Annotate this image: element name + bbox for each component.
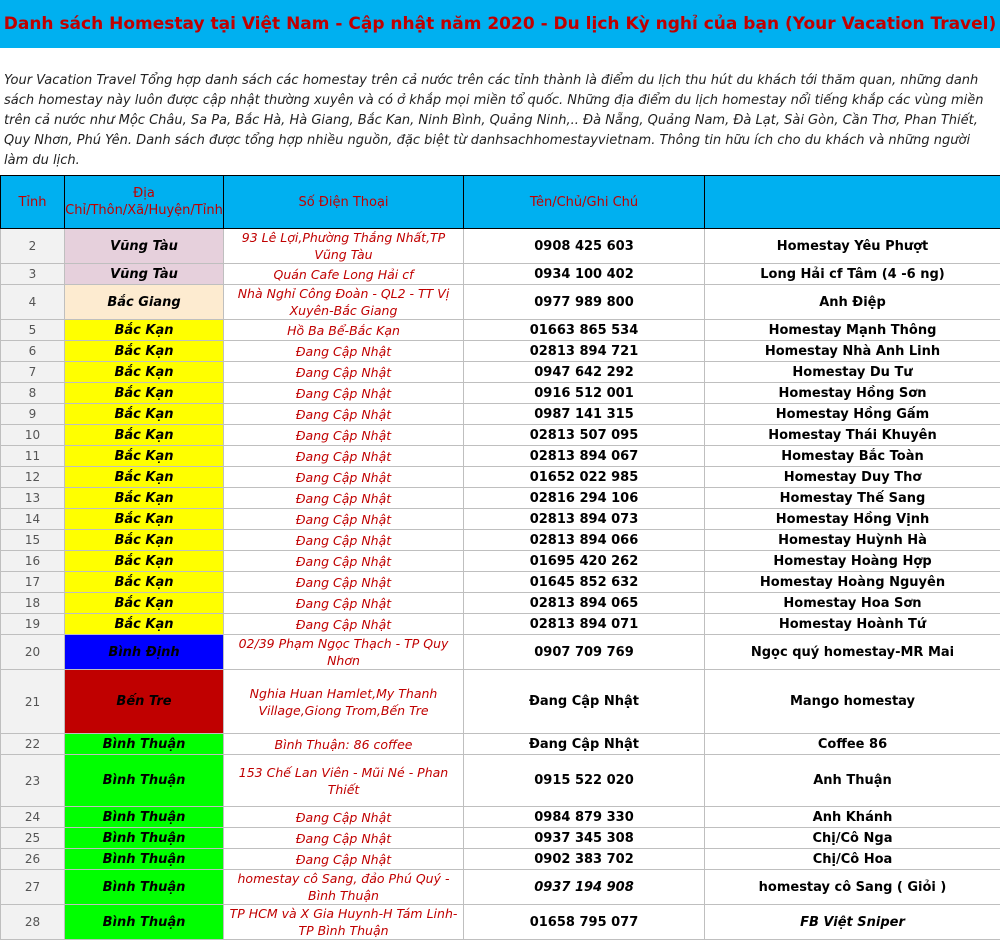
phone-cell: 02813 894 073 [464,509,705,530]
province-cell: Bình Thuận [65,807,224,828]
row-number: 5 [1,320,65,341]
phone-cell: 01645 852 632 [464,572,705,593]
province-cell: Bắc Kạn [65,551,224,572]
name-note-cell: Homestay Hồng Vịnh [705,509,1000,530]
province-cell: Bắc Kạn [65,341,224,362]
page-title: Danh sách Homestay tại Việt Nam - Cập nhật năm 2020 - Du lịch Kỳ nghỉ của bạn (Your Vacation Travel) [3,14,997,34]
phone-cell: 01652 022 985 [464,467,705,488]
address-cell: Đang Cập Nhật [224,404,464,425]
name-note-cell: Homestay Yêu Phượt [705,229,1000,264]
address-cell: Nghia Huan Hamlet,My Thanh Village,Giong Trom,Bến Tre [224,670,464,734]
phone-cell: 02813 507 095 [464,425,705,446]
phone-cell: 02813 894 071 [464,614,705,635]
phone-cell: 02816 294 106 [464,488,705,509]
header-dia-chi: Địa Chỉ/Thôn/Xã/Huyện/Tỉnh [65,176,224,229]
phone-cell: 01663 865 534 [464,320,705,341]
row-number: 6 [1,341,65,362]
header-ten-chu: Tên/Chủ/Ghi Chú [464,176,705,229]
name-note-cell: Mango homestay [705,670,1000,734]
phone-cell: 02813 894 067 [464,446,705,467]
province-cell: Bắc Kạn [65,614,224,635]
homestay-table [0,175,1000,940]
address-cell: Đang Cập Nhật [224,614,464,635]
address-cell: Đang Cập Nhật [224,530,464,551]
phone-cell: Đang Cập Nhật [464,670,705,734]
row-number: 10 [1,425,65,446]
name-note-cell: Homestay Nhà Anh Linh [705,341,1000,362]
address-cell: Đang Cập Nhật [224,807,464,828]
address-cell: Đang Cập Nhật [224,828,464,849]
table-row [1,530,1000,551]
province-cell: Bắc Kạn [65,362,224,383]
phone-cell: 0977 989 800 [464,285,705,320]
address-cell: Đang Cập Nhật [224,509,464,530]
row-number: 4 [1,285,65,320]
address-cell: Đang Cập Nhật [224,467,464,488]
row-number: 12 [1,467,65,488]
phone-cell: 0902 383 702 [464,849,705,870]
name-note-cell: Homestay Thế Sang [705,488,1000,509]
table-row [1,229,1000,264]
page-title-bar [0,0,1000,48]
table-row [1,446,1000,467]
name-note-cell: Homestay Hoàng Hợp [705,551,1000,572]
table-row [1,849,1000,870]
province-cell: Bắc Kạn [65,572,224,593]
name-note-cell: Homestay Duy Thơ [705,467,1000,488]
province-cell: Bắc Giang [65,285,224,320]
name-note-cell: Homestay Hoành Tứ [705,614,1000,635]
phone-cell: 0987 141 315 [464,404,705,425]
name-note-cell: FB Việt Sniper [705,905,1000,940]
phone-cell: 0915 522 020 [464,755,705,807]
phone-cell: 0937 194 908 [464,870,705,905]
province-cell: Bắc Kạn [65,593,224,614]
province-cell: Bình Thuận [65,828,224,849]
table-row [1,734,1000,755]
address-cell: Đang Cập Nhật [224,488,464,509]
name-note-cell: Chị/Cô Hoa [705,849,1000,870]
row-number: 14 [1,509,65,530]
name-note-cell: Homestay Hồng Sơn [705,383,1000,404]
row-number: 2 [1,229,65,264]
province-cell: Bắc Kạn [65,467,224,488]
row-number: 19 [1,614,65,635]
table-row [1,870,1000,905]
table-row [1,551,1000,572]
phone-cell: 02813 894 066 [464,530,705,551]
address-cell: Đang Cập Nhật [224,849,464,870]
header-extra [705,176,1000,229]
phone-cell: 01695 420 262 [464,551,705,572]
table-row [1,905,1000,940]
province-cell: Bình Thuận [65,849,224,870]
table-row [1,828,1000,849]
phone-cell: 02813 894 065 [464,593,705,614]
address-cell: Đang Cập Nhật [224,362,464,383]
province-cell: Bắc Kạn [65,446,224,467]
name-note-cell: Chị/Cô Nga [705,828,1000,849]
row-number: 25 [1,828,65,849]
table-row [1,383,1000,404]
address-cell: Đang Cập Nhật [224,593,464,614]
row-number: 20 [1,635,65,670]
address-cell: Đang Cập Nhật [224,551,464,572]
address-cell: Bình Thuận: 86 coffee [224,734,464,755]
address-cell: Đang Cập Nhật [224,383,464,404]
row-number: 15 [1,530,65,551]
table-row [1,467,1000,488]
province-cell: Bắc Kạn [65,383,224,404]
phone-cell: 0916 512 001 [464,383,705,404]
name-note-cell: Homestay Huỳnh Hà [705,530,1000,551]
province-cell: Bình Thuận [65,905,224,940]
name-note-cell: Anh Thuận [705,755,1000,807]
table-row [1,264,1000,285]
address-cell: Đang Cập Nhật [224,341,464,362]
name-note-cell: Homestay Mạnh Thông [705,320,1000,341]
table-row [1,341,1000,362]
address-cell: homestay cô Sang, đảo Phú Quý - Bình Thuận [224,870,464,905]
table-row [1,614,1000,635]
table-row [1,572,1000,593]
row-number: 8 [1,383,65,404]
table-row [1,488,1000,509]
province-cell: Bình Định [65,635,224,670]
row-number: 18 [1,593,65,614]
row-number: 26 [1,849,65,870]
row-number: 22 [1,734,65,755]
row-number: 23 [1,755,65,807]
row-number: 9 [1,404,65,425]
phone-cell: 0907 709 769 [464,635,705,670]
header-so-dien-thoai: Số Điện Thoại [224,176,464,229]
province-cell: Bắc Kạn [65,320,224,341]
phone-cell: 0984 879 330 [464,807,705,828]
province-cell: Bình Thuận [65,870,224,905]
table-row [1,807,1000,828]
table-row [1,425,1000,446]
row-number: 21 [1,670,65,734]
name-note-cell: Homestay Bắc Toàn [705,446,1000,467]
phone-cell: Đang Cập Nhật [464,734,705,755]
province-cell: Bắc Kạn [65,425,224,446]
table-row [1,670,1000,734]
table-row [1,509,1000,530]
name-note-cell: Homestay Hoàng Nguyên [705,572,1000,593]
table-header-row [1,176,1000,229]
address-cell: 02/39 Phạm Ngọc Thạch - TP Quy Nhơn [224,635,464,670]
row-number: 24 [1,807,65,828]
name-note-cell: Anh Khánh [705,807,1000,828]
address-cell: Quán Cafe Long Hải cf [224,264,464,285]
name-note-cell: Homestay Du Tư [705,362,1000,383]
province-cell: Bình Thuận [65,734,224,755]
row-number: 28 [1,905,65,940]
phone-cell: 0937 345 308 [464,828,705,849]
name-note-cell: Homestay Thái Khuyên [705,425,1000,446]
province-cell: Bình Thuận [65,755,224,807]
phone-cell: 0908 425 603 [464,229,705,264]
row-number: 27 [1,870,65,905]
province-cell: Bắc Kạn [65,530,224,551]
province-cell: Bắc Kạn [65,404,224,425]
header-tinh: Tỉnh [1,176,65,229]
table-body [1,229,1000,940]
address-cell: TP HCM và X Gia Huynh-H Tám Linh-TP Bình Thuận [224,905,464,940]
table-row [1,635,1000,670]
address-cell: 153 Chế Lan Viên - Mũi Né - Phan Thiết [224,755,464,807]
name-note-cell: Homestay Hồng Gấm [705,404,1000,425]
row-number: 3 [1,264,65,285]
name-note-cell: Long Hải cf Tâm (4 -6 ng) [705,264,1000,285]
address-cell: Nhà Nghỉ Công Đoàn - QL2 - TT Vị Xuyên-Bắc Giang [224,285,464,320]
phone-cell: 0947 642 292 [464,362,705,383]
intro-paragraph: Your Vacation Travel Tổng hợp danh sách các homestay trên cả nước trên các tỉnh thành là điểm du lịch thu hút du khách tới thăm quan, những danh sách homestay này luôn được cập nhật thường xuyên và có ở khắp mọi miền tổ quốc. Những địa điểm du lịch homestay nổi tiếng khắp các vùng miền trên cả nước như Mộc Châu, Sa Pa, Bắc Hà, Hà Giang, Bắc Kan, Ninh Bình, Quảng Ninh,.. Đà Nẵng, Quảng Nam, Đà Lạt, Sài Gòn, Cần Thơ, Phan Thiết, Quy Nhơn, Phú Yên. Danh sách được tổng hợp nhiều nguồn, đặc biệt từ danhsachhomestayvietnam. Thông tin hữu ích cho du khách và những người làm du lịch. [4,73,984,168]
table-row [1,362,1000,383]
province-cell: Bắc Kạn [65,488,224,509]
table-row [1,320,1000,341]
province-cell: Bắc Kạn [65,509,224,530]
province-cell: Vũng Tàu [65,229,224,264]
province-cell: Bến Tre [65,670,224,734]
table-row [1,404,1000,425]
phone-cell: 0934 100 402 [464,264,705,285]
name-note-cell: Homestay Hoa Sơn [705,593,1000,614]
address-cell: Hồ Ba Bể-Bắc Kạn [224,320,464,341]
name-note-cell: homestay cô Sang ( Giỏi ) [705,870,1000,905]
address-cell: Đang Cập Nhật [224,446,464,467]
table-row [1,755,1000,807]
row-number: 17 [1,572,65,593]
row-number: 16 [1,551,65,572]
address-cell: Đang Cập Nhật [224,572,464,593]
name-note-cell: Ngọc quý homestay-MR Mai [705,635,1000,670]
phone-cell: 01658 795 077 [464,905,705,940]
phone-cell: 02813 894 721 [464,341,705,362]
address-cell: Đang Cập Nhật [224,425,464,446]
province-cell: Vũng Tàu [65,264,224,285]
table-row [1,593,1000,614]
name-note-cell: Anh Điệp [705,285,1000,320]
table-row [1,285,1000,320]
row-number: 13 [1,488,65,509]
row-number: 11 [1,446,65,467]
row-number: 7 [1,362,65,383]
name-note-cell: Coffee 86 [705,734,1000,755]
address-cell: 93 Lê Lợi,Phường Thắng Nhất,TP Vũng Tàu [224,229,464,264]
